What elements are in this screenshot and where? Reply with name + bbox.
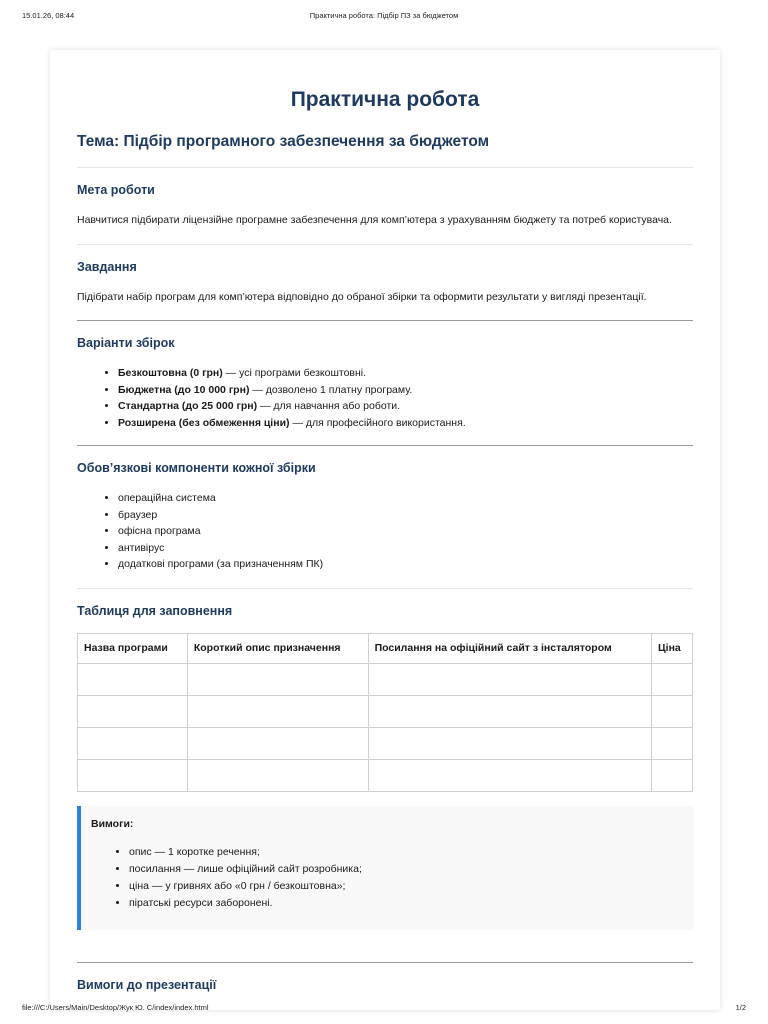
list-item <box>118 365 693 382</box>
table-cell <box>368 663 651 695</box>
list-item <box>118 415 693 432</box>
variants-list <box>77 365 693 431</box>
divider <box>77 244 693 245</box>
table-cell <box>187 727 368 759</box>
column-header: Посилання на офіційний сайт з інсталятором <box>368 633 651 663</box>
page-title: Практична робота <box>290 88 480 111</box>
requirements-list <box>91 844 693 912</box>
components-heading: Обов’язкові компоненти кожної збірки <box>77 461 316 475</box>
requirements-title: Вимоги: <box>91 817 134 830</box>
variants-heading: Варіанти збірок <box>77 336 175 350</box>
table-heading: Таблиця для заповнення <box>77 603 233 618</box>
print-footer <box>22 1003 746 1015</box>
variant-desc: — для професійного використання. <box>289 416 466 429</box>
table-cell <box>368 759 651 791</box>
column-header: Ціна <box>651 633 692 663</box>
divider <box>77 320 693 321</box>
list-item: • додаткові програми (за призначенням ПК) <box>118 556 693 573</box>
page-number: 1/2 <box>735 1003 746 1012</box>
topic-heading: Тема: Підбір програмного забезпечення за бюджетом <box>77 133 490 150</box>
table-row <box>78 727 693 759</box>
table-header-row <box>78 633 693 663</box>
table-cell <box>368 727 651 759</box>
table-cell <box>651 727 692 759</box>
list-item <box>118 398 693 415</box>
table-cell <box>651 695 692 727</box>
table-cell <box>187 663 368 695</box>
components-list <box>77 490 693 573</box>
variant-desc: — для навчання або роботи. <box>257 400 401 412</box>
variant-desc: — усі програми безкоштовні. <box>222 367 367 379</box>
list-item <box>118 382 693 399</box>
table-cell <box>78 759 188 791</box>
divider <box>77 445 693 446</box>
table-cell <box>78 695 188 727</box>
file-path: file:///C:/Users/Main/Desktop/Жук Ю. С/index/index.html <box>22 1003 209 1012</box>
list-item: • операційна система <box>118 490 693 507</box>
table-cell <box>78 663 188 695</box>
fill-table <box>77 633 693 792</box>
column-header: Короткий опис призначення <box>187 633 368 663</box>
variant-name: Розширена (без обмеження ціни) <box>118 416 290 429</box>
divider <box>77 167 693 168</box>
table-row <box>78 759 693 791</box>
list-item: • офісна програма <box>118 523 693 540</box>
list-item: • браузер <box>118 507 693 524</box>
table-cell <box>187 695 368 727</box>
list-item: • ціна — у гривнях або «0 грн / безкоштовна»; <box>129 878 693 895</box>
list-item: • посилання — лише офіційний сайт розробника; <box>129 861 693 878</box>
document-card <box>50 50 720 1010</box>
variant-name: Бюджетна (до 10 000 грн) <box>118 383 250 396</box>
task-text: Підібрати набір програм для комп’ютера відповідно до обраної збірки та оформити результати у вигляді презентації. <box>77 291 647 303</box>
table-cell <box>651 759 692 791</box>
list-item: • антивірус <box>118 540 693 557</box>
variant-name: Стандартна (до 25 000 грн) <box>118 400 258 412</box>
column-header: Назва програми <box>78 633 188 663</box>
divider <box>77 962 693 963</box>
table-row <box>78 663 693 695</box>
print-page-title: Практична робота: Підбір ПЗ за бюджетом <box>309 11 459 20</box>
requirements-callout <box>77 806 693 930</box>
print-header <box>22 11 746 23</box>
table-cell <box>187 759 368 791</box>
table-row <box>78 695 693 727</box>
divider <box>77 588 693 589</box>
task-heading: Завдання <box>77 260 137 274</box>
print-datetime: 15.01.26, 08:44 <box>22 11 75 20</box>
table-cell <box>78 727 188 759</box>
table-cell <box>651 663 692 695</box>
variant-name: Безкоштовна (0 грн) <box>118 367 223 379</box>
goal-heading: Мета роботи <box>77 183 155 197</box>
list-item: • опис — 1 коротке речення; <box>129 844 693 861</box>
goal-text: Навчитися підбирати ліцензійне програмне забезпечення для комп’ютера з урахуванням бюджету та потреб користувача. <box>77 214 672 226</box>
presentation-heading: Вимоги до презентації <box>77 977 217 992</box>
list-item: • піратські ресурси заборонені. <box>129 895 693 912</box>
variant-desc: — дозволено 1 платну програму. <box>249 383 413 396</box>
table-cell <box>368 695 651 727</box>
